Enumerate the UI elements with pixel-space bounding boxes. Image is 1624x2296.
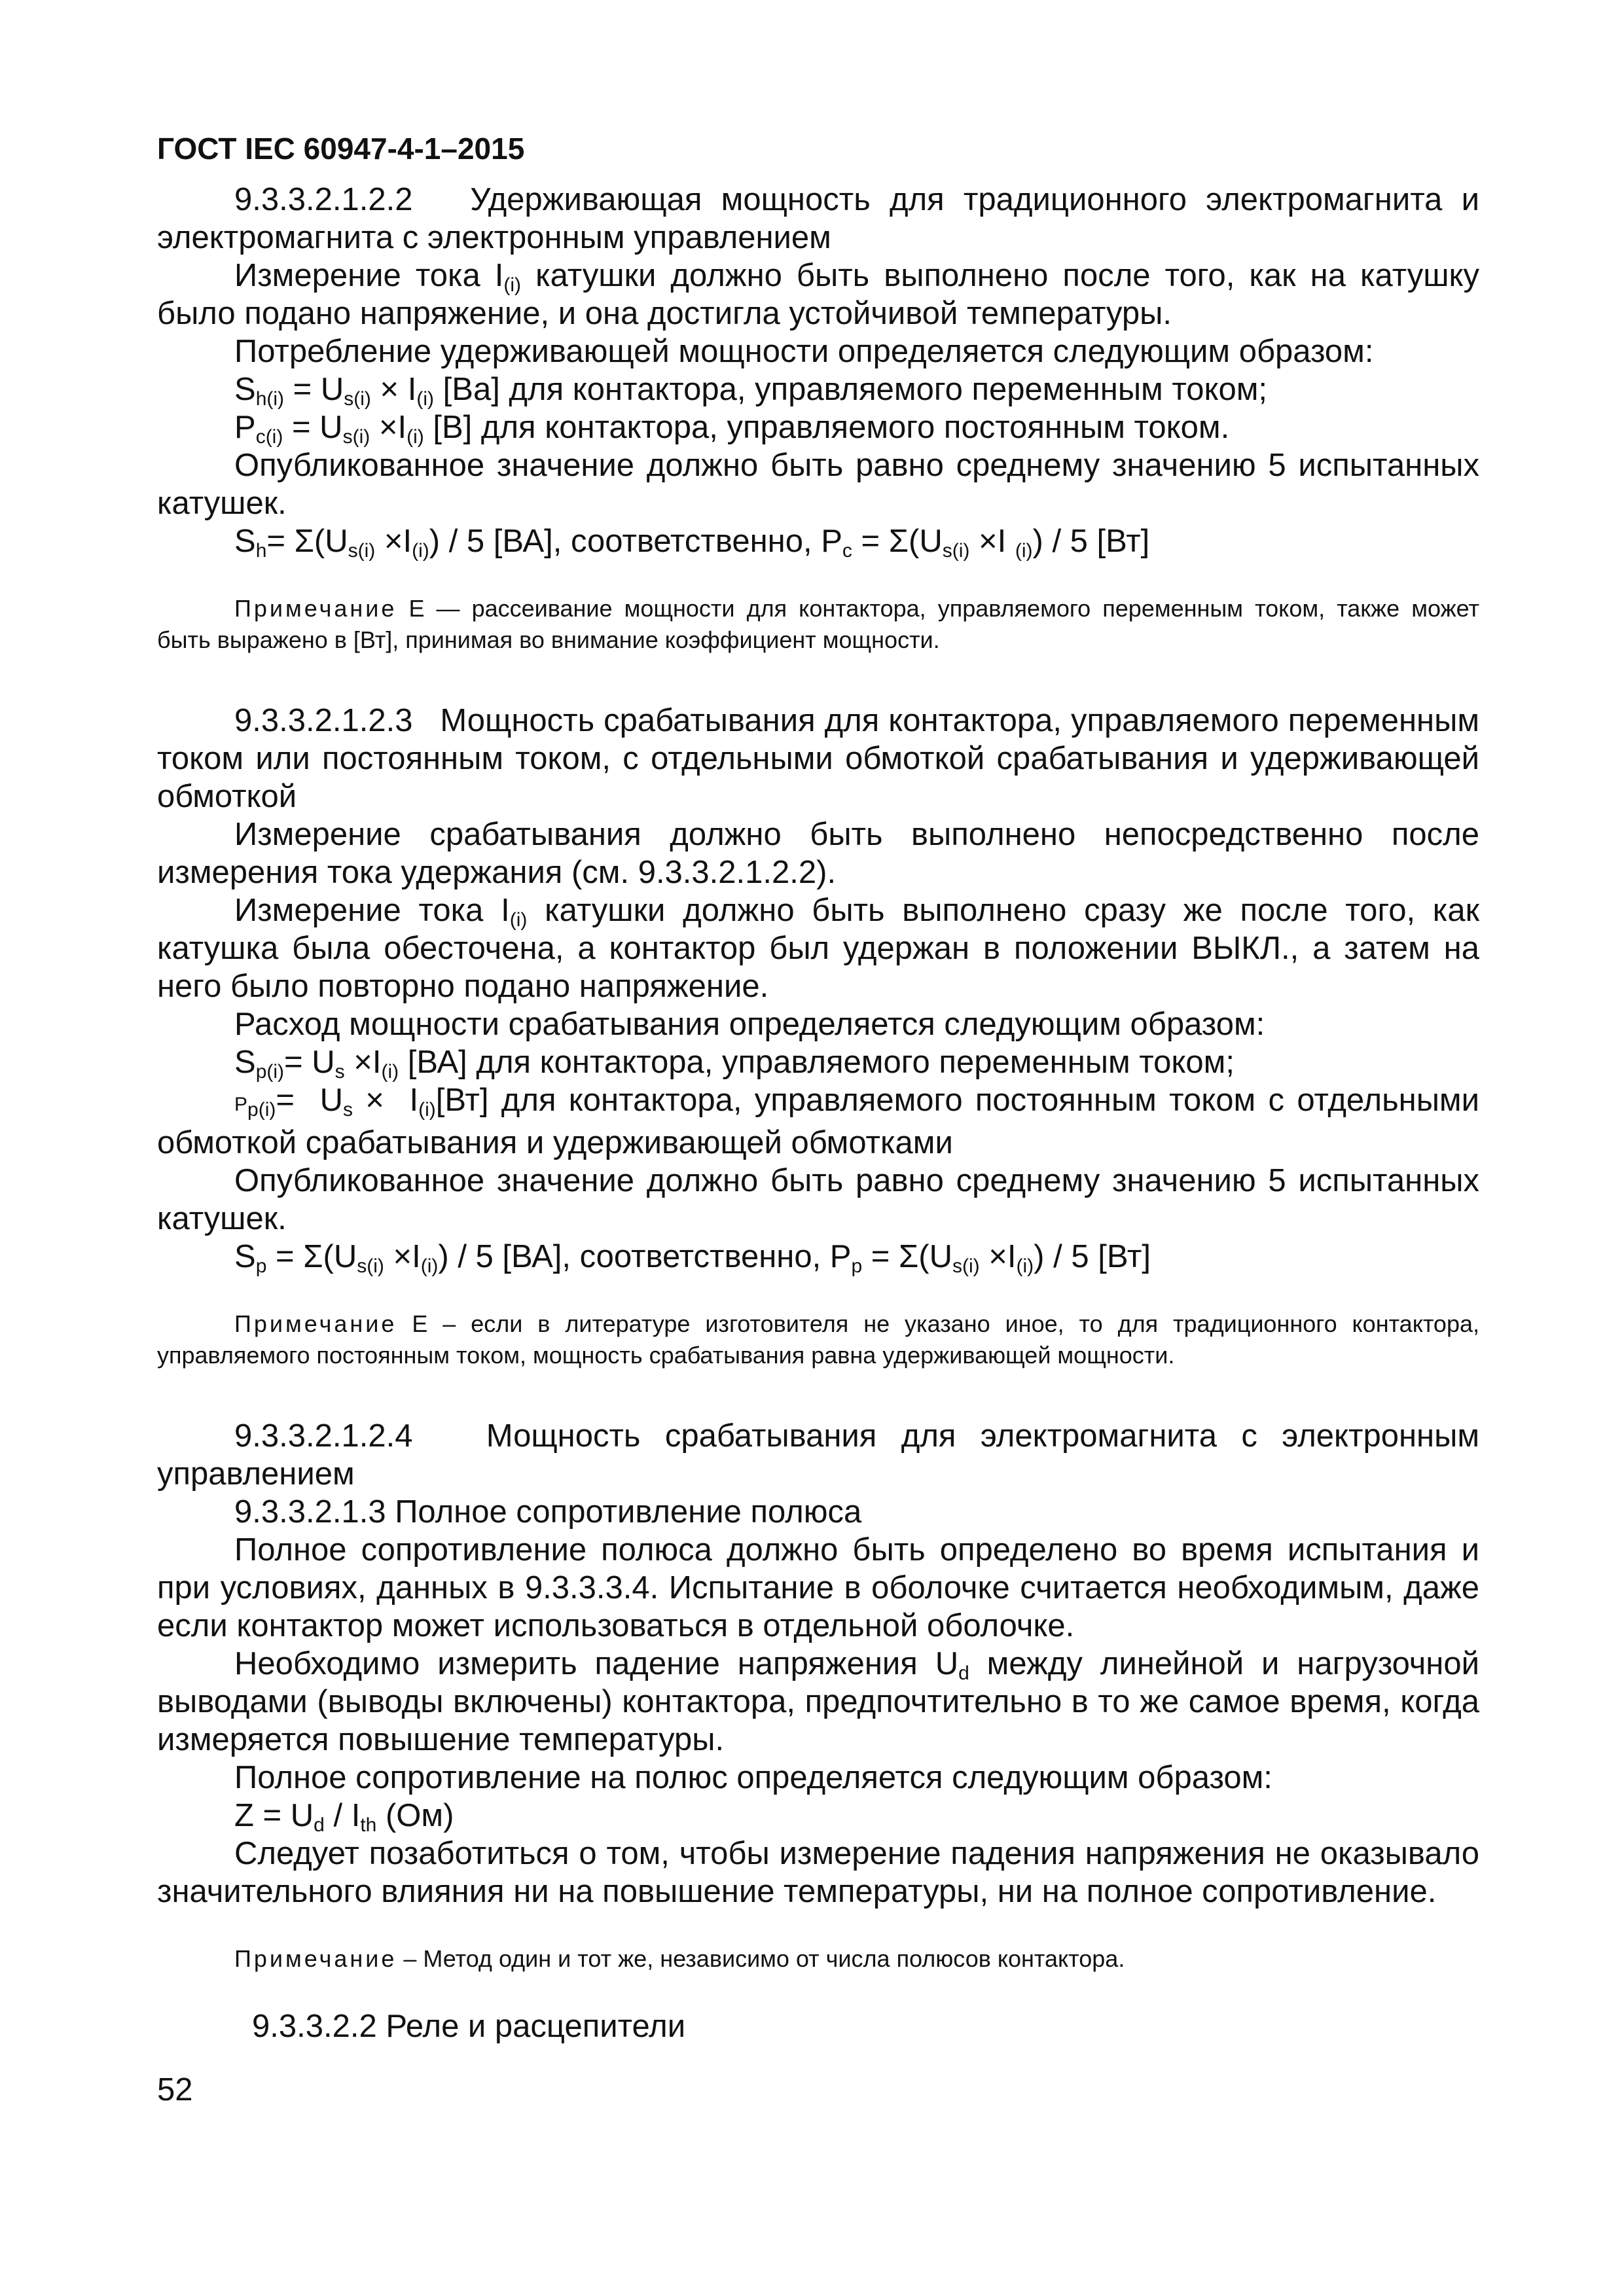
document-page xyxy=(157,131,1479,2108)
paragraph: Опубликованное значение должно быть равно среднему значению 5 испытанных катушек. xyxy=(157,1163,1479,1236)
paragraph: Расход мощности срабатывания определяется следующим образом: xyxy=(234,1007,1265,1042)
note: Примечание Е — рассеивание мощности для контактора, управляемого переменным током, также может быть выражено в [Вт], принимая во внимание коэффициент мощности. xyxy=(157,595,1479,653)
section-title-electronic xyxy=(157,1417,1479,1493)
section-title-impedance: 9.3.3.2.1.3 Полное сопротивление полюса xyxy=(234,1494,862,1530)
section-title-pickup-power xyxy=(157,702,1479,816)
paragraph: Следует позаботиться о том, чтобы измерение падения напряжения не оказывало значительного влияния ни на повышение температуры, ни на полное сопротивление. xyxy=(157,1836,1479,1909)
section-number: 9.3.3.2.1.2.2 xyxy=(234,182,413,217)
paragraph: Опубликованное значение должно быть равно среднему значению 5 испытанных катушек. xyxy=(157,448,1479,521)
note: Примечание – Метод один и тот же, независимо от числа полюсов контактора. xyxy=(234,1945,1125,1972)
formula-ac: $S_{h(i)} = U_{s(i)} \times I_{(i)}$ [Ва] для контактора, управляемого переменным током; xyxy=(234,372,1268,410)
formula-ac: $S_{p(i)}= U_s \times I_{(i)}$ [ВА] для контактора, управляемого переменным током; xyxy=(234,1045,1235,1083)
section-title: Удерживающая мощность для традиционного электромагнита и электромагнита с электронным управлением xyxy=(157,182,1480,255)
formula-dc: $P_{p(i)}= U_s \times I_{(i)}[Вт]$ для контактора, управляемого постоянным током с отдельными обмоткой срабатывания и удерживающей обмотками xyxy=(157,1083,1479,1160)
formula-average: $S_h= \Sigma(U_{s(i)} \times I_{(i)}) / 5$ [ВА], соответственно, $P_c = \Sigma(U_{s(i)} \times I$ $_{(i)}$) / 5 [Вт] xyxy=(234,524,1150,562)
section-title-holding-power xyxy=(157,181,1479,257)
paragraph: Полное сопротивление полюса должно быть определено во время испытания и при условиях, данных в 9.3.3.3.4. Испытание в оболочке считается необходимым, даже если контактор может использоваться в отдельной оболочке. xyxy=(157,1532,1479,1643)
formula-impedance: $Z = U_d / I_{th}$ (Ом) xyxy=(234,1798,454,1836)
paragraph: Измерение тока $I_{(i)}$ катушки должно быть выполнено сразу же после того, как катушка была обесточена, а контактор был удержан в положении ВЫКЛ., а затем на него было повторно подано напряжение. xyxy=(157,893,1480,1004)
section-title-relays: 9.3.3.2.2 Реле и расцепители xyxy=(252,2009,686,2044)
note: Примечание Е – если в литературе изготовителя не указано иное, то для традиционного контактора, управляемого постоянным током, мощность срабатывания равна удерживающей мощности. xyxy=(157,1310,1479,1369)
section-title: Мощность срабатывания для контактора, управляемого переменным током или постоянным током, с отдельными обмоткой срабатывания и удерживающей обмоткой xyxy=(157,703,1480,814)
note-label: Примечание xyxy=(234,1945,397,1972)
paragraph: Потребление удерживающей мощности определяется следующим образом: xyxy=(234,334,1374,369)
formula-average: $S_p = \Sigma(U_{s(i)} \times I_{(i)}) / 5$ [ВА], соответственно, $P_p = \Sigma(U_{s(i)} \times I_{(i)}) / 5$ [Вт] xyxy=(234,1239,1151,1277)
paragraph: Полное сопротивление на полюс определяется следующим образом: xyxy=(234,1760,1272,1795)
paragraph: Необходимо измерить падение напряжения $U_d$ между линейной и нагрузочной выводами (выводы включены) контактора, предпочтительно в то же самое время, когда измеряется повышение температуры. xyxy=(157,1646,1479,1757)
note-label: Примечание xyxy=(234,1310,397,1337)
document-header: ГОСТ IEC 60947-4-1–2015 xyxy=(157,132,525,166)
paragraph: Измерение тока $I_{(i)}$ катушки должно быть выполнено после того, как на катушку было подано напряжение, и она достигла устойчивой температуры. xyxy=(157,258,1479,331)
formula-dc: $P_{c(i)} = U_{s(i)} \times I_{(i)}$ [В] для контактора, управляемого постоянным током. xyxy=(234,410,1230,448)
page-number: 52 xyxy=(157,2072,193,2108)
note-label: Примечание xyxy=(234,595,397,622)
section-number: 9.3.3.2.1.2.3 xyxy=(234,703,413,738)
paragraph: Измерение срабатывания должно быть выполнено непосредственно после измерения тока удержания (см. 9.3.3.2.1.2.2). xyxy=(157,817,1479,890)
section-title: Мощность срабатывания для электромагнита с электронным управлением xyxy=(157,1418,1480,1492)
section-number: 9.3.3.2.1.2.4 xyxy=(234,1418,413,1454)
